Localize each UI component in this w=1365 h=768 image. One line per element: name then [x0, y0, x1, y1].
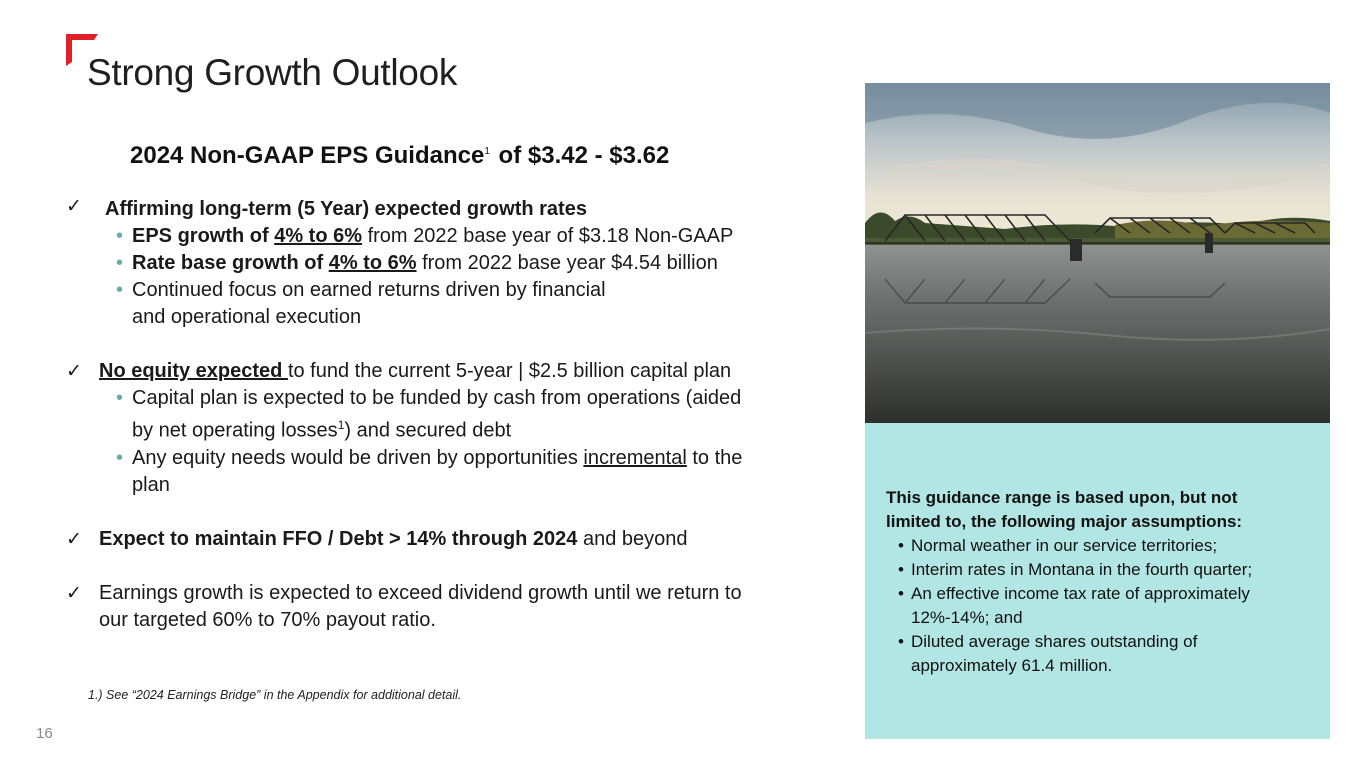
point-growth-rates-heading: Affirming long-term (5 Year) expected growth rates: [105, 198, 587, 220]
rate-base-growth-range: 4% to 6%: [328, 252, 417, 274]
assumption-shares-line2: approximately 61.4 million.: [911, 656, 1113, 675]
list-item: [898, 582, 1318, 630]
bullet-icon: •: [116, 252, 124, 274]
list-item: [116, 223, 846, 250]
list-item: [898, 630, 1318, 678]
list-item: [116, 385, 846, 445]
bridge-landscape-icon: [865, 83, 1330, 423]
list-item: [898, 534, 1318, 558]
no-equity-detail: to fund the current 5-year | $2.5 billion capital plan: [287, 360, 732, 382]
assumptions-panel: [865, 423, 1330, 739]
eps-guidance-range: of $3.42 - $3.62: [491, 142, 670, 169]
ffo-debt-detail: and beyond: [577, 527, 688, 550]
eps-guidance-heading: [130, 142, 669, 170]
eps-growth-detail: from 2022 base year of $3.18 Non-GAAP: [362, 225, 734, 247]
capital-plan-line2: by net operating losses: [132, 419, 338, 442]
bullet-icon: •: [898, 584, 904, 603]
footnote: 1.) See “2024 Earnings Bridge” in the Appendix for additional detail.: [88, 688, 462, 702]
bullet-icon: •: [898, 560, 904, 579]
growth-points: [66, 196, 846, 634]
point-no-equity: [66, 358, 846, 385]
list-item: [898, 558, 1318, 582]
page-number: 16: [36, 725, 53, 742]
checkmark-icon: ✓: [66, 582, 82, 604]
slide-title: Strong Growth Outlook: [87, 52, 458, 93]
eps-guidance-footnote-marker: 1: [484, 146, 490, 157]
equity-needs-line1-end: to the: [686, 446, 743, 469]
eps-growth-range: 4% to 6%: [274, 225, 363, 247]
bullet-icon: •: [116, 279, 124, 301]
assumption-weather: Normal weather in our service territories;: [911, 536, 1218, 555]
bullet-icon: •: [116, 446, 124, 469]
equity-needs-line2: plan: [132, 473, 170, 496]
assumptions-list: [898, 534, 1318, 678]
river-bridge-photo: [865, 83, 1330, 423]
bullet-icon: •: [116, 387, 124, 409]
assumptions-heading-line2: limited to, the following major assumptions:: [886, 512, 1243, 531]
bullet-icon: •: [898, 536, 904, 555]
earnings-growth-line1: Earnings growth is expected to exceed dividend growth until we return to: [99, 581, 742, 604]
earnings-growth-line2: our targeted 60% to 70% payout ratio.: [99, 608, 436, 631]
assumption-shares-line1: Diluted average shares outstanding of: [911, 632, 1198, 651]
list-item: [116, 277, 846, 331]
point-earnings-growth: [66, 580, 846, 634]
list-item: [116, 445, 846, 499]
no-equity-label: No equity expected: [99, 360, 288, 382]
equity-needs-line1: Any equity needs would be driven by opportunities: [132, 446, 584, 469]
earned-returns-line1: Continued focus on earned returns driven by financial: [132, 279, 606, 301]
equity-needs-incremental: incremental: [583, 446, 687, 469]
bullet-icon: •: [116, 225, 124, 247]
rate-base-growth-label: Rate base growth of: [132, 252, 329, 274]
assumptions-heading: [886, 486, 1316, 534]
assumption-interim-rates: Interim rates in Montana in the fourth quarter;: [911, 560, 1253, 579]
capital-plan-footnote-marker: 1: [337, 418, 345, 432]
point-ffo-debt: [66, 526, 846, 553]
eps-guidance-prefix: 2024 Non-GAAP EPS Guidance: [130, 142, 485, 169]
checkmark-icon: ✓: [66, 528, 82, 550]
growth-rates-subpoints: [66, 223, 846, 331]
assumptions-heading-line1: This guidance range is based upon, but not: [886, 488, 1238, 507]
ffo-debt-label: Expect to maintain FFO / Debt > 14% through 2024: [99, 527, 578, 550]
capital-plan-line2-end: ) and secured debt: [344, 419, 512, 442]
no-equity-subpoints: [66, 385, 846, 499]
eps-growth-label: EPS growth of: [132, 225, 275, 247]
earned-returns-line2: and operational execution: [132, 306, 362, 328]
assumption-tax-rate-line1: An effective income tax rate of approximately: [911, 584, 1250, 603]
checkmark-icon: ✓: [66, 196, 82, 217]
rate-base-growth-detail: from 2022 base year $4.54 billion: [416, 252, 718, 274]
capital-plan-line1: Capital plan is expected to be funded by cash from operations (aided: [132, 387, 742, 409]
assumption-tax-rate-line2: 12%-14%; and: [911, 608, 1023, 627]
checkmark-icon: ✓: [66, 361, 82, 382]
point-growth-rates: [66, 196, 846, 223]
list-item: [116, 250, 846, 277]
bullet-icon: •: [898, 632, 904, 651]
